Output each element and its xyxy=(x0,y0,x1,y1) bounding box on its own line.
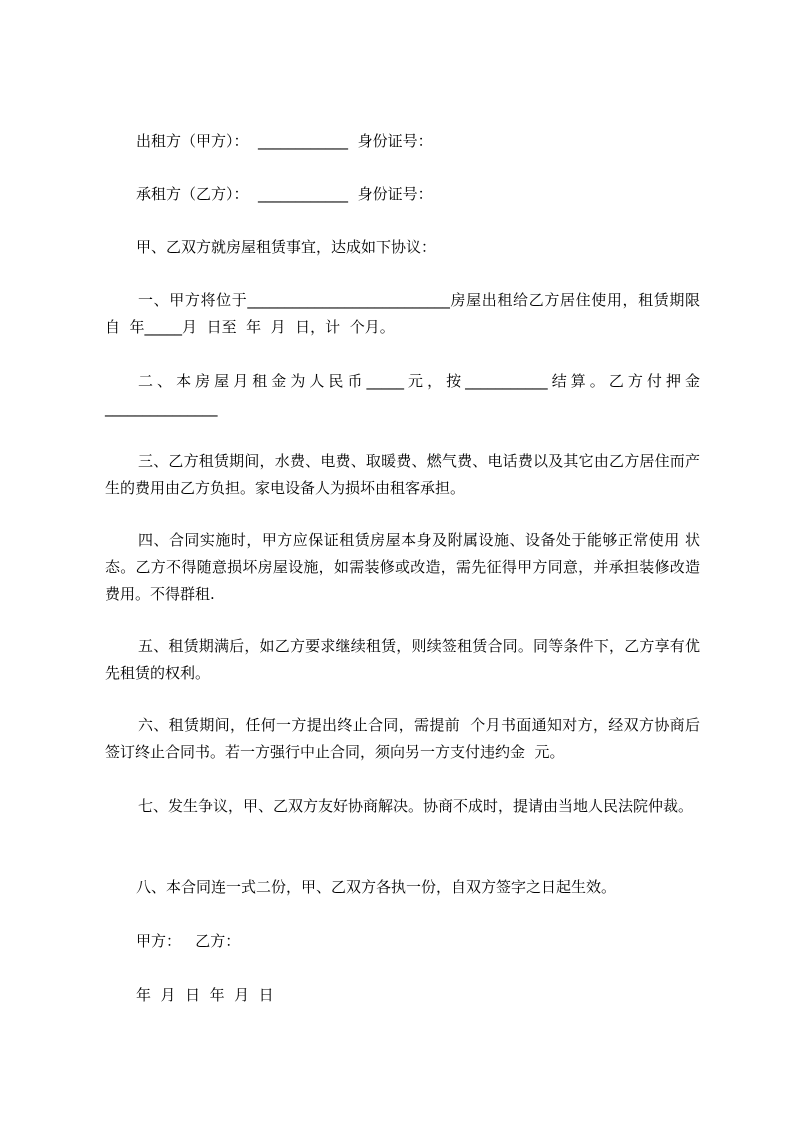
clause-7-text: 七、发生争议，甲、乙双方友好协商解决。协商不成时，提请由当地人民法院仲裁。 xyxy=(138,797,694,815)
clause-5 xyxy=(105,633,700,687)
clause-8: 八、本合同连一式二份，甲、乙双方各执一份，自双方签字之日起生效。 xyxy=(136,878,617,896)
clause-7 xyxy=(105,793,700,820)
clause-6 xyxy=(105,712,700,766)
clause-1 xyxy=(105,287,700,341)
clause-2 xyxy=(105,368,700,422)
clause-3-text: 三、乙方租赁期间，水费、电费、取暖费、燃气费、电话费以及其它由乙方居住而产生的费用由乙方负担。家电设备人为损坏由租客承担。 xyxy=(105,452,700,497)
clause-1-text: 一、甲方将位于___________________________房屋出租给乙方居住使用，租赁期限自 年_____月 日至 年 月 日，计 个月。 xyxy=(105,291,700,336)
lessor-line: 出租方（甲方）： ____________ 身份证号： xyxy=(136,132,433,150)
clause-2-text: 二、本房屋月租金为人民币_____元，按___________结算。乙方付押金_______________ xyxy=(105,372,700,417)
clause-3 xyxy=(105,448,700,502)
signature-line: 甲方： 乙方： xyxy=(136,932,241,950)
clause-5-text: 五、租赁期满后，如乙方要求继续租赁，则续签租赁合同。同等条件下，乙方享有优先租赁的权利。 xyxy=(105,637,700,682)
clause-4 xyxy=(105,527,700,608)
intro-line: 甲、乙双方就房屋租赁事宜，达成如下协议： xyxy=(136,238,437,256)
clause-6-text: 六、租赁期间，任何一方提出终止合同，需提前 个月书面通知对方，经双方协商后签订终止合同书。若一方强行中止合同，须向另一方支付违约金 元。 xyxy=(105,716,700,761)
lessee-line: 承租方（乙方）： ____________ 身份证号： xyxy=(136,185,433,203)
clause-4-text: 四、合同实施时，甲方应保证租赁房屋本身及附属设施、设备处于能够正常使用 状态。乙方不得随意损坏房屋设施，如需装修或改造，需先征得甲方同意，并承担装修改造费用。不得群租. xyxy=(105,531,700,603)
date-line: 年 月 日 年 月 日 xyxy=(136,986,274,1004)
